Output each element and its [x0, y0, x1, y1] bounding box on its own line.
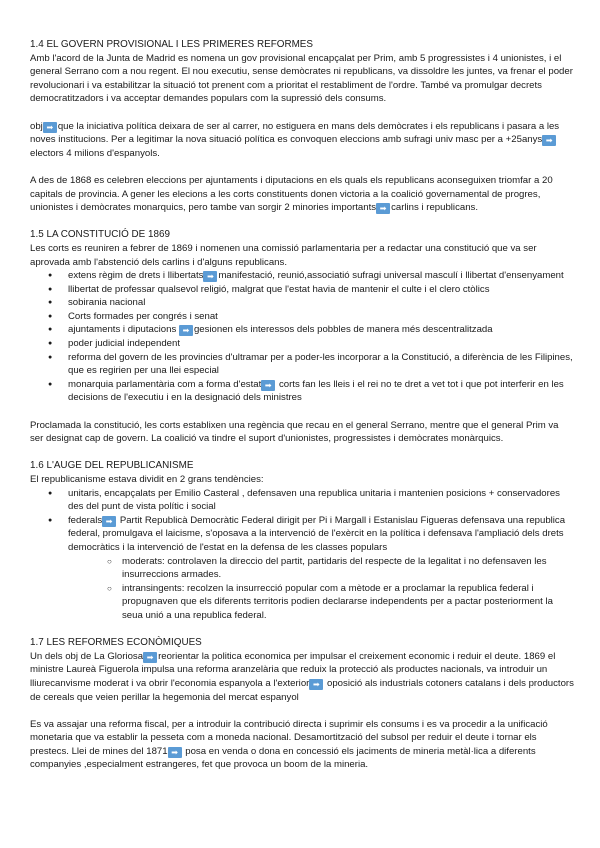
constitution-features-list [30, 269, 574, 405]
list-item: ● ajuntaments i diputacions ➡ gesionen els interessos dels pobbles de manera més descentralitzada [68, 323, 574, 337]
section-1-6-title: 1.6 L'AUGE DEL REPUBLICANISME [30, 460, 194, 472]
arrow-icon: ➡ [309, 679, 323, 690]
list-item: ● extens règim de drets i llibertats ➡ manifestació, reunió,associatió sufragi universal masculí i llibertat d'ensenyament [68, 269, 574, 283]
arrow-icon: ➡ [43, 122, 57, 133]
arrow-icon: ➡ [542, 135, 556, 146]
section-1-6-intro: El republicanisme estava dividit en 2 grans tendències: [30, 474, 264, 485]
section-1-4-paragraph-2: obj ➡ que la iniciativa política deixara de ser al carrer, no estiguera en mans dels demòcrates i els republicans i pasara a les noves institucions. Per a legitimar la nova situació política es convoquen eleccions amb sufragi univ masc per a +25anys ➡electors 4 milions d'espanyols. [30, 120, 560, 159]
arrow-icon: ➡ [376, 203, 390, 214]
section-1-4-title: 1.4 EL GOVERN PROVISIONAL I LES PRIMERES REFORMES [30, 39, 313, 50]
arrow-icon: ➡ [102, 516, 116, 527]
republicanism-tendencies-list [30, 487, 574, 623]
arrow-icon: ➡ [261, 380, 275, 391]
section-1-4-paragraph-1: Amb l'acord de la Junta de Madrid es nomena un gov provisional encapçalat per Prim, amb 5 progressistes i 4 unionistes, i el general Serrano com a nou regent. El nou executiu, sense demòcrates ni republicans, va dissoldre les juntes, va frenar el poder revolucionari i va estabilitzar la situació tot prenent com a prioritat el restabliment de l'ordre. També va promulgar decrets democratitzadors i va acceptar demandes populars com la supressió dels consums. [30, 52, 573, 105]
section-1-5-title: 1.5 LA CONSTITUCIÓ DE 1869 [30, 229, 170, 241]
list-item: ● Corts formades per congrés i senat [68, 310, 574, 324]
document-body [30, 38, 574, 772]
list-item: ● llibertat de professar qualsevol religió, malgrat que l'estat havia de mantenir el culte i el clero ctòlics [68, 283, 574, 297]
arrow-icon: ➡ [203, 271, 217, 282]
list-item: ● poder judicial independent [68, 337, 574, 351]
arrow-icon: ➡ [179, 325, 193, 336]
arrow-icon: ➡ [168, 747, 182, 758]
section-1-4-paragraph-3: A des de 1868 es celebren eleccions per ajuntaments i diputacions en els quals els republicans aconseguixen triomfar a 20 capitals de provincia. A gener les elecions a les corts constituents donen victoria a la coalició governamental de progres, unionistes i demòcrates monarquics, pero tambe van sorgir 2 minories importants ➡ carlins i republicans. [30, 174, 553, 214]
list-item: ● reforma del govern de les provincies d'ultramar per a poder-les incorporar a la Constitució, a diferència de les Filipines, que es regirien per una llei especial [68, 351, 574, 378]
list-item: ● unitaris, encapçalats per Emilio Casteral , defensaven una republica unitaria i mantenien posicions + conservadores des del punt de vista polític i social [68, 487, 574, 514]
section-1-7-title: 1.7 LES REFORMES ECONÒMIQUES [30, 637, 202, 649]
section-1-5-intro: Les corts es reuniren a febrer de 1869 i nomenen una comissió parlamentaria per a redactar una constitució que va ser aprovada amb l'abstenció dels carlins i d'alguns republicans. [30, 242, 537, 268]
list-item: ● monarquia parlamentària com a forma d'estat ➡ corts fan les lleis i el rei no te dret a vet tot i que pot interferir en les decisions de l'executiu i en la designació dels ministres [68, 378, 574, 405]
section-1-7-paragraph-1: Un dels obj de La Gloriosa ➡ reorientar la politica economica per impulsar el creixement economic i reduir el deute. 1869 el ministre Laureà Figuerola impulsa una reforma aranzelària que reduix la protecció als productes nacionals, va introduir un lliurecanvisme moderat i va obrir l'economia espanyola a l'exterior ➡ oposició als industrials cotoners catalans i dels productors de cereals que veien perillar la hegemonia del mercat espanyol [30, 650, 574, 703]
list-item: ● sobirania nacional [68, 296, 574, 310]
list-item: ○ intransingents: recolzen la insurrecció popular com a mètode er a proclamar la republica federal i propugnaven que els diferents territoris podien declararse independents per a pactar posteriorment la seua unió a una republica federal. [122, 582, 574, 623]
section-1-7-paragraph-2: Es va assajar una reforma fiscal, per a introduir la contribució directa i suprimir els consums i es va procedir a la unificació monetaria que va establir la pesseta com a moneda nacional. Desamortització del subsol per reduir el deute i tornar els prestecs. Llei de mines del 1871 ➡ posa en venda o dona en concessió els jaciments de mineria metàl·lica a diferents companyies ,especialment estrangeres, fet que provoca un boom de la mineria. [30, 718, 548, 771]
list-item: ● federals ➡ Partit Republicà Democràtic Federal dirigit per Pi i Margall i Estanislau Figueras defensava una republica federal, promulgava el laicisme, s'oposava a la intervenció de l'exèrcit en la política i defensava l'ampliació dels drets democràtics i la intervenció de l'estat en la defensa de les classes populars ○ moderats: controlaven la direccio del partit, partidaris del respecte de la legalitat i no defensaven les insurreccions armades. ○ intransingents: recolzen la insurrecció popular com a mètode er a proclamar la republica federal i propugnaven que els diferents territoris podien declararse independents per a pactar posteriorment la seua unió a una republica federal. [68, 514, 574, 623]
section-1-5-closing: Proclamada la constitució, les corts establixen una regència que recau en el general Serrano, mentre que el general Prim va ser designat cap de govern. La coalició va tindre el suport d'unionistes, progressistes i demòcrates monàrquics. [30, 419, 559, 445]
arrow-icon: ➡ [143, 652, 157, 663]
federal-factions-list [68, 555, 574, 623]
list-item: ○ moderats: controlaven la direccio del partit, partidaris del respecte de la legalitat i no defensaven les insurreccions armades. [122, 555, 574, 582]
